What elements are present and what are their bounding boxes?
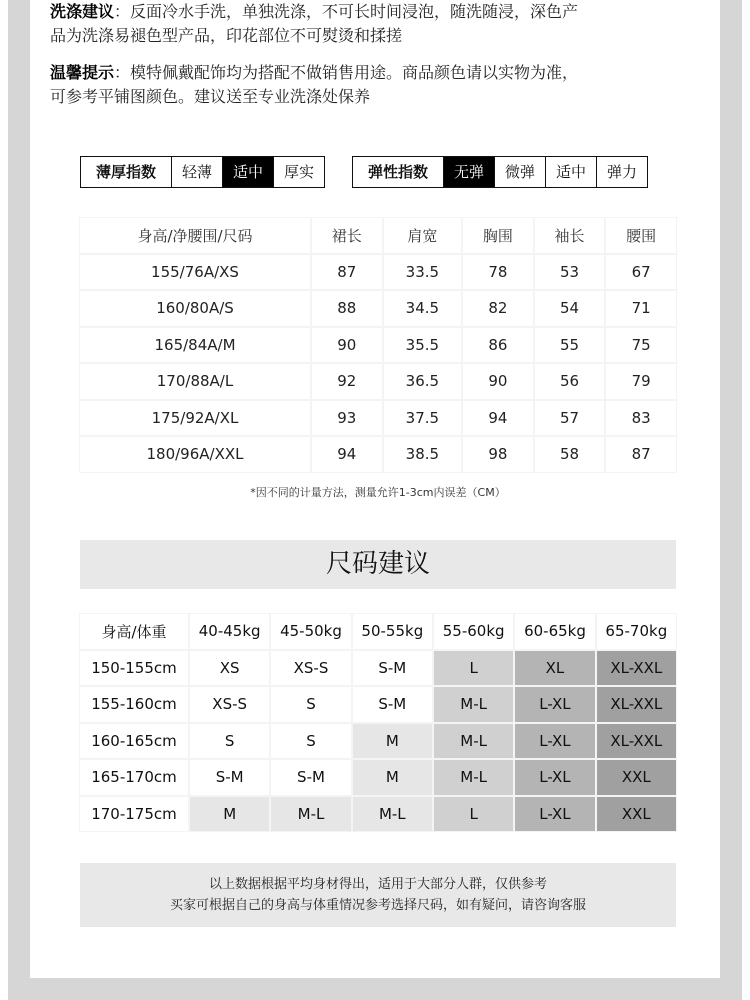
size-table-cell: 58: [535, 437, 605, 472]
size-table-row: [80, 364, 676, 399]
size-table-header-cell: 腰围: [606, 218, 676, 253]
size-table-cell: 34.5: [384, 291, 461, 326]
recommend-size-cell: M: [353, 760, 432, 795]
recommend-table-header: [80, 614, 676, 649]
elasticity-option-medium: 适中: [545, 157, 596, 187]
recommend-footer-line-2: 买家可根据自己的身高与体重情况参考选择尺码，如有疑问，请咨询客服: [169, 898, 586, 913]
size-table-cell: 92: [312, 364, 382, 399]
size-table-cell: 86: [463, 328, 533, 363]
size-table-row: [80, 255, 676, 290]
size-table-cell: 170/88A/L: [80, 364, 310, 399]
size-table-note: *因不同的计量方法，测量允许1-3cm内误差（CM）: [250, 486, 506, 499]
elasticity-index-label: 弹性指数: [367, 163, 428, 181]
size-table-row: [80, 291, 676, 326]
size-table-cell: 53: [535, 255, 605, 290]
thickness-option-light: 轻薄: [171, 157, 222, 187]
recommend-table-row: [80, 797, 676, 832]
wash-advice-text-1: ：反面冷水手洗，单独洗涤，不可长时间浸泡，随洗随浸，深色产: [114, 2, 579, 21]
size-table-header-cell: 胸围: [463, 218, 533, 253]
size-table-header-cell: 袖长: [535, 218, 605, 253]
size-table-cell: 36.5: [384, 364, 461, 399]
size-recommend-table: [78, 612, 678, 833]
warm-tip-label: 温馨提示: [50, 63, 115, 82]
recommend-size-cell: XL: [515, 651, 594, 686]
size-table-cell: 90: [463, 364, 533, 399]
size-table-cell: 78: [463, 255, 533, 290]
wash-advice: [50, 0, 650, 48]
size-table: [78, 216, 678, 474]
recommend-table-header-cell: 身高/体重: [80, 614, 188, 649]
recommend-size-cell: M-L: [434, 724, 513, 759]
size-recommend-title: 尺码建议: [80, 540, 676, 589]
recommend-size-cell: S: [271, 687, 350, 722]
size-table-cell: 98: [463, 437, 533, 472]
elasticity-option-none: 无弹: [443, 157, 494, 187]
size-table-cell: 165/84A/M: [80, 328, 310, 363]
recommend-size-cell: XL-XXL: [597, 687, 676, 722]
recommend-table-header-cell: 50-55kg: [353, 614, 432, 649]
recommend-table-row: [80, 724, 676, 759]
recommend-size-cell: M-L: [271, 797, 350, 832]
recommend-size-cell: XXL: [597, 760, 676, 795]
recommend-size-cell: L: [434, 797, 513, 832]
size-table-row: [80, 328, 676, 363]
recommend-size-cell: S-M: [271, 760, 350, 795]
size-table-cell: 71: [606, 291, 676, 326]
recommend-footer-line-1: 以上数据根据平均身材得出，适用于大部分人群，仅供参考: [208, 877, 547, 892]
size-table-cell: 38.5: [384, 437, 461, 472]
size-table-cell: 75: [606, 328, 676, 363]
recommend-size-cell: XXL: [597, 797, 676, 832]
size-table-cell: 87: [606, 437, 676, 472]
recommend-size-cell: L: [434, 651, 513, 686]
recommend-table-header-cell: 45-50kg: [271, 614, 350, 649]
size-table-cell: 37.5: [384, 401, 461, 436]
recommend-size-cell: L-XL: [515, 760, 594, 795]
recommend-height-cell: 165-170cm: [80, 760, 188, 795]
elasticity-option-stretch: 弹力: [596, 157, 647, 187]
recommend-size-cell: M-L: [434, 760, 513, 795]
recommend-size-cell: L-XL: [515, 797, 594, 832]
size-table-header-cell: 裙长: [312, 218, 382, 253]
size-table-cell: 57: [535, 401, 605, 436]
recommend-height-cell: 150-155cm: [80, 651, 188, 686]
recommend-table-header-cell: 65-70kg: [597, 614, 676, 649]
recommend-size-cell: M: [353, 724, 432, 759]
recommend-size-cell: S: [271, 724, 350, 759]
recommend-table-row: [80, 651, 676, 686]
size-table-cell: 88: [312, 291, 382, 326]
size-table-cell: 79: [606, 364, 676, 399]
recommend-size-cell: S-M: [190, 760, 269, 795]
recommend-table-row: [80, 760, 676, 795]
size-table-cell: 94: [463, 401, 533, 436]
recommend-size-cell: XL-XXL: [597, 651, 676, 686]
recommend-size-cell: L-XL: [515, 687, 594, 722]
elasticity-option-slight: 微弹: [494, 157, 545, 187]
recommend-size-cell: M: [190, 797, 269, 832]
size-table-cell: 35.5: [384, 328, 461, 363]
recommend-size-cell: L-XL: [515, 724, 594, 759]
recommend-size-cell: M-L: [434, 687, 513, 722]
size-table-cell: 83: [606, 401, 676, 436]
recommend-footer: [80, 863, 676, 927]
size-table-cell: 82: [463, 291, 533, 326]
recommend-size-cell: XS-S: [271, 651, 350, 686]
recommend-table-header-cell: 60-65kg: [515, 614, 594, 649]
recommend-table-row: [80, 687, 676, 722]
recommend-size-cell: XS-S: [190, 687, 269, 722]
thickness-index: [80, 156, 325, 188]
size-table-cell: 87: [312, 255, 382, 290]
size-table-cell: 160/80A/S: [80, 291, 310, 326]
recommend-table-header-cell: 40-45kg: [190, 614, 269, 649]
left-border: [8, 0, 30, 1000]
wash-advice-label: 洗涤建议: [50, 2, 115, 21]
warm-tip-text-2: 可参考平铺图颜色。建议送至专业洗涤处保养: [50, 87, 371, 106]
recommend-height-cell: 170-175cm: [80, 797, 188, 832]
recommend-size-cell: S-M: [353, 651, 432, 686]
warm-tip-text-1: ：模特佩戴配饰均为搭配不做销售用途。商品颜色请以实物为准，: [114, 63, 579, 82]
bottom-border: [8, 978, 742, 1000]
right-border: [720, 0, 742, 1000]
thickness-index-label: 薄厚指数: [95, 163, 156, 181]
recommend-size-cell: XS: [190, 651, 269, 686]
size-table-header: [80, 218, 676, 253]
size-table-cell: 175/92A/XL: [80, 401, 310, 436]
recommend-height-cell: 155-160cm: [80, 687, 188, 722]
recommend-size-cell: XL-XXL: [597, 724, 676, 759]
elasticity-index: [352, 156, 648, 188]
recommend-table-header-cell: 55-60kg: [434, 614, 513, 649]
warm-tip: [50, 61, 650, 109]
size-table-cell: 54: [535, 291, 605, 326]
size-table-row: [80, 401, 676, 436]
recommend-size-cell: S: [190, 724, 269, 759]
size-table-header-cell: 身高/净腰围/尺码: [80, 218, 310, 253]
size-table-cell: 55: [535, 328, 605, 363]
size-table-cell: 94: [312, 437, 382, 472]
size-table-cell: 155/76A/XS: [80, 255, 310, 290]
size-table-header-cell: 肩宽: [384, 218, 461, 253]
wash-advice-text-2: 品为洗涤易褪色型产品，印花部位不可熨烫和揉搓: [50, 26, 403, 45]
thickness-option-medium: 适中: [222, 157, 273, 187]
size-table-cell: 90: [312, 328, 382, 363]
thickness-option-thick: 厚实: [273, 157, 324, 187]
size-table-cell: 93: [312, 401, 382, 436]
recommend-size-cell: S-M: [353, 687, 432, 722]
size-table-cell: 67: [606, 255, 676, 290]
size-table-cell: 56: [535, 364, 605, 399]
recommend-size-cell: M-L: [353, 797, 432, 832]
size-table-cell: 33.5: [384, 255, 461, 290]
recommend-height-cell: 160-165cm: [80, 724, 188, 759]
size-table-cell: 180/96A/XXL: [80, 437, 310, 472]
size-table-row: [80, 437, 676, 472]
